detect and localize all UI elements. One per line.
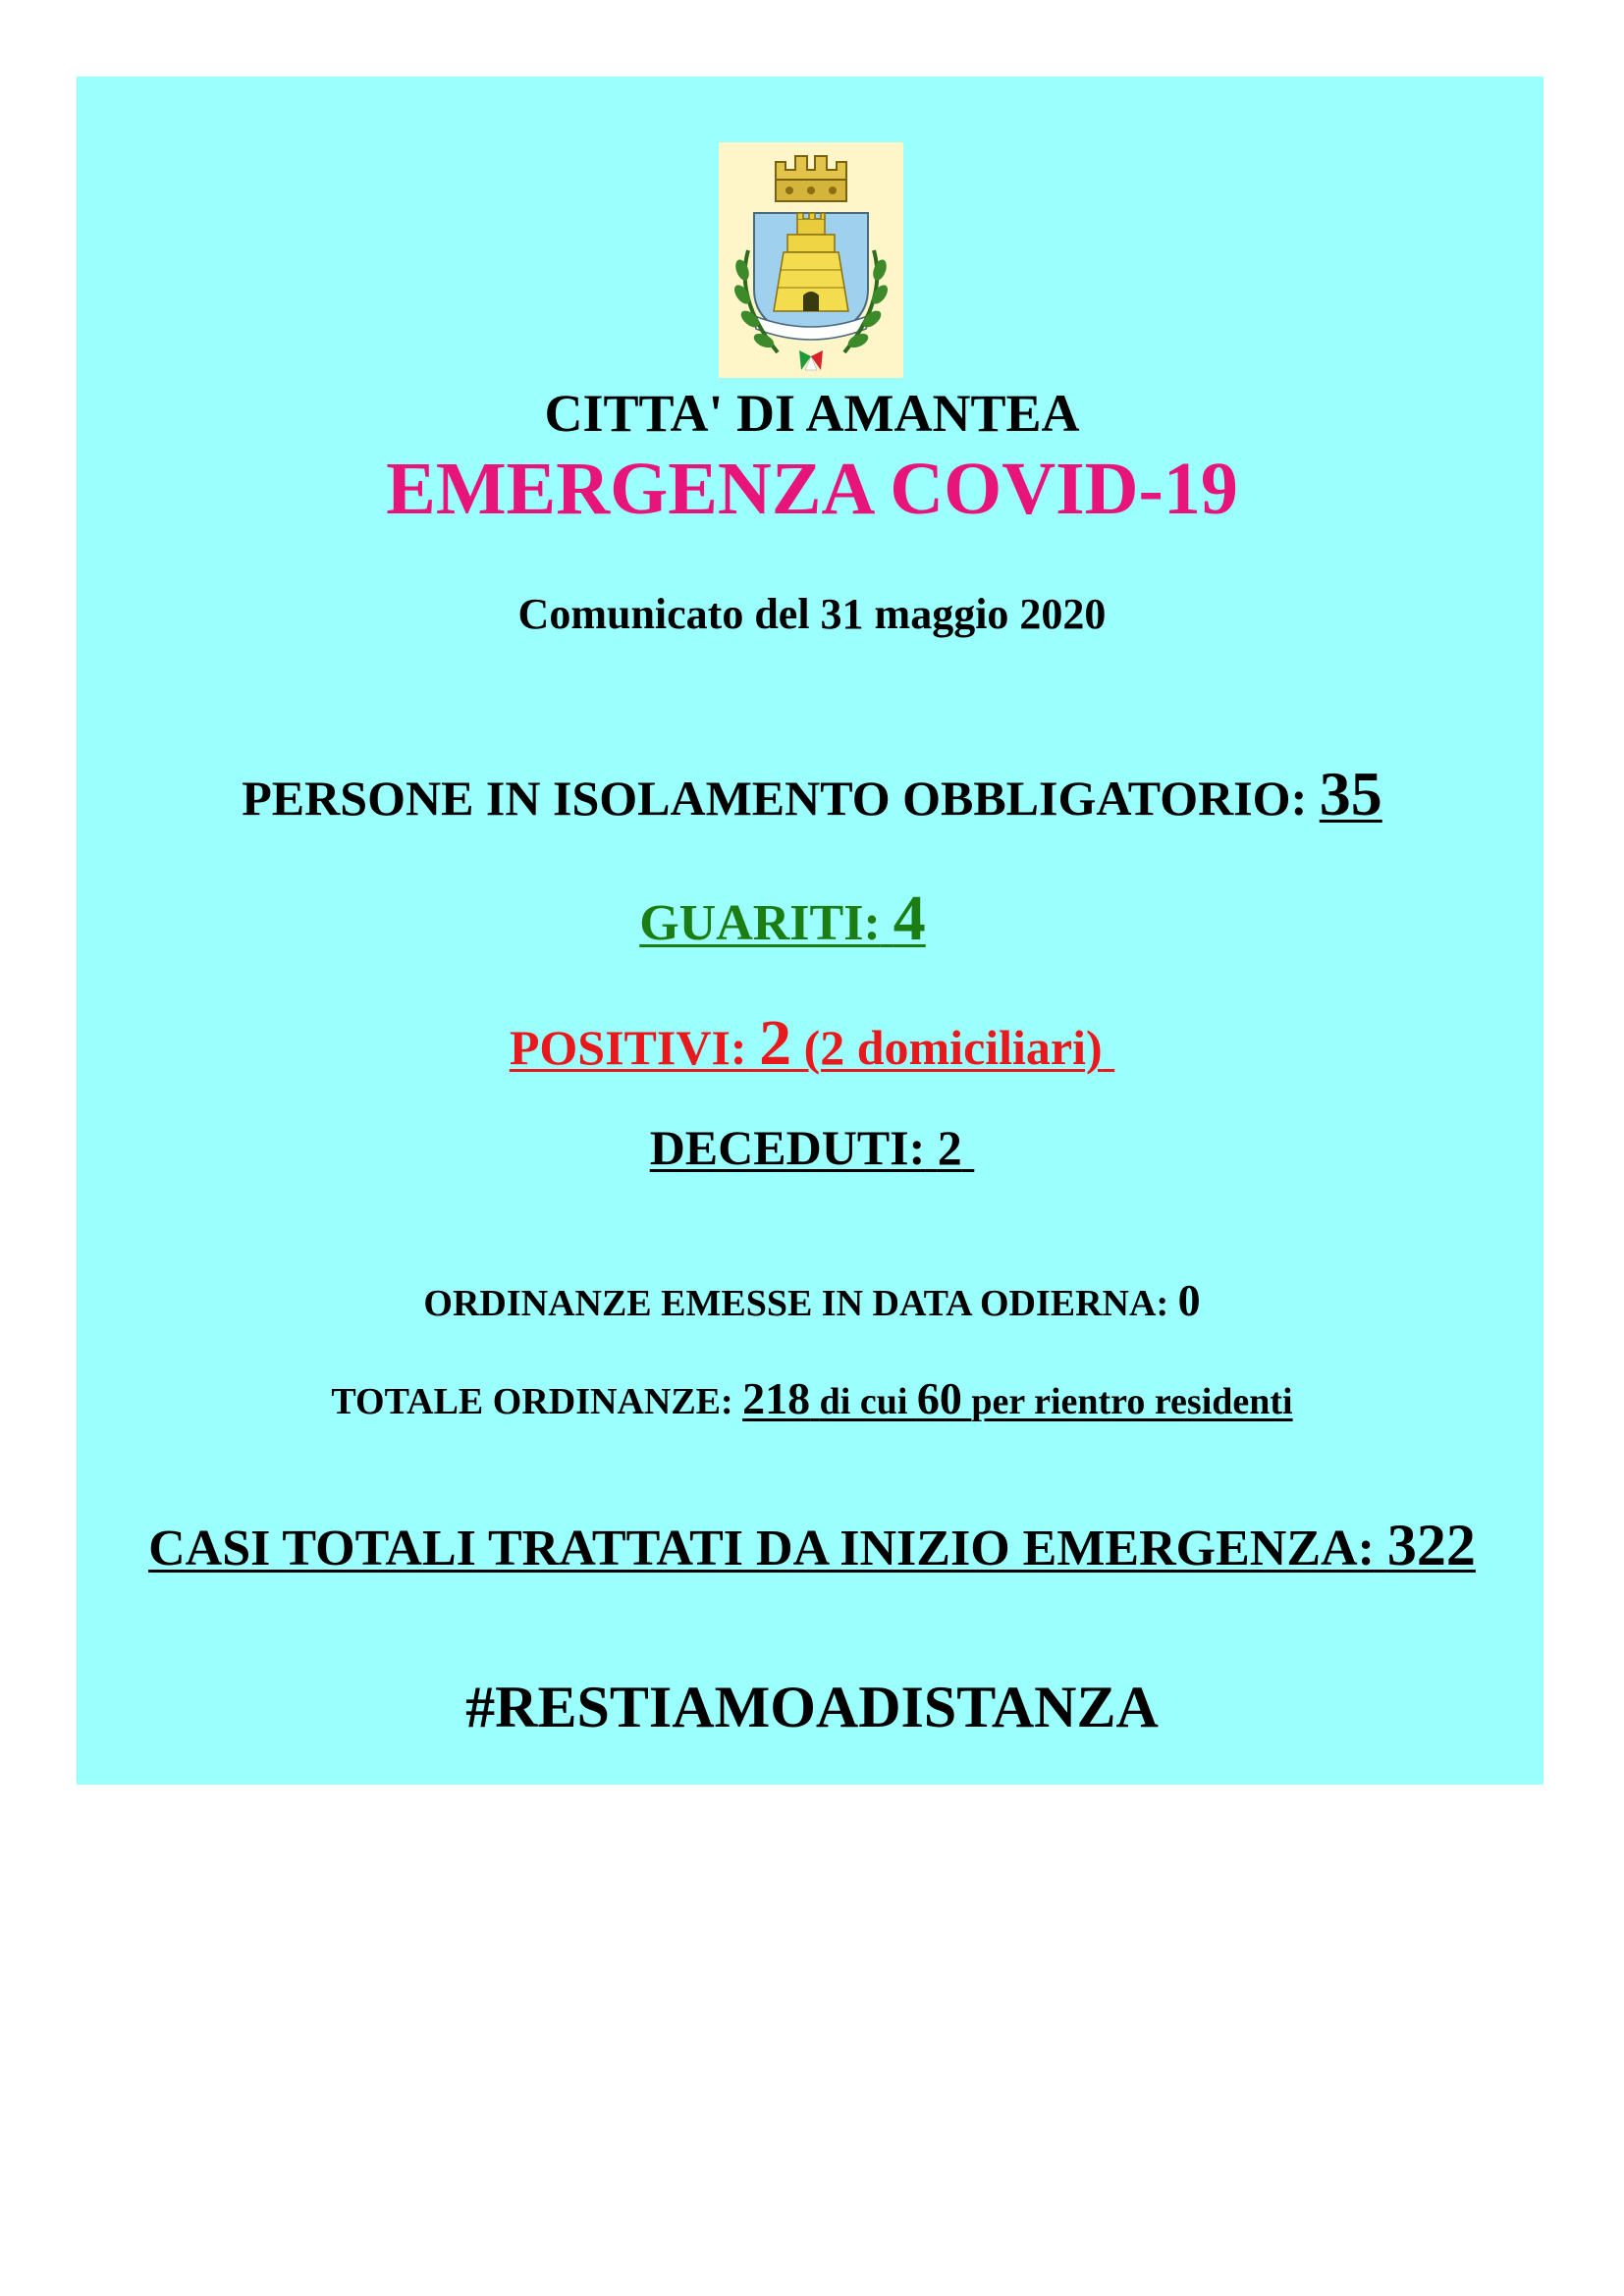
coat-of-arms-icon	[719, 142, 903, 378]
total-cases-value: 322	[1386, 1513, 1476, 1577]
deceased-text	[650, 1120, 975, 1175]
orders-returns-value: 60	[916, 1373, 962, 1423]
total-cases-label: CASI TOTALI TRATTATI DA INIZIO EMERGENZA:	[148, 1521, 1375, 1576]
orders-total-mid: di cui	[819, 1381, 908, 1422]
deceased-line	[0, 1119, 1624, 1176]
total-cases-line	[0, 1512, 1624, 1579]
orders-total-label: TOTALE ORDINANZE:	[331, 1381, 733, 1422]
deceased-value: 2	[937, 1120, 962, 1175]
city-name: CITTA' DI AMANTEA	[544, 384, 1080, 443]
deceased-label: DECEDUTI:	[649, 1120, 926, 1175]
total-cases-text	[148, 1513, 1476, 1577]
orders-today-line	[0, 1274, 1624, 1326]
positive-text	[509, 1007, 1114, 1079]
recovered-text	[639, 882, 926, 954]
isolation-line	[0, 758, 1624, 830]
positive-label: POSITIVI:	[509, 1020, 747, 1075]
orders-total-value: 218	[742, 1373, 811, 1423]
positive-detail: (2 domiciliari)	[803, 1020, 1103, 1075]
notice-date: Comunicato del 31 maggio 2020	[517, 590, 1107, 638]
isolation-label: PERSONE IN ISOLAMENTO OBBLIGATORIO:	[242, 771, 1308, 826]
orders-returns-label: per rientro residenti	[971, 1381, 1293, 1422]
recovered-label: GUARITI:	[639, 895, 881, 951]
hashtag: #RESTIAMOADISTANZA	[465, 1675, 1159, 1739]
orders-today-label: ORDINANZE EMESSE IN DATA ODIERNA:	[423, 1283, 1169, 1324]
isolation-value: 35	[1319, 759, 1382, 828]
headline: EMERGENZA COVID-19	[386, 448, 1238, 530]
recovered-value: 4	[893, 882, 926, 954]
orders-today-value: 0	[1177, 1275, 1201, 1325]
orders-total-detail	[742, 1373, 1293, 1423]
positive-line	[0, 1006, 1624, 1081]
recovered-line	[0, 881, 1595, 956]
orders-total-line	[0, 1372, 1624, 1424]
positive-value: 2	[759, 1007, 792, 1079]
